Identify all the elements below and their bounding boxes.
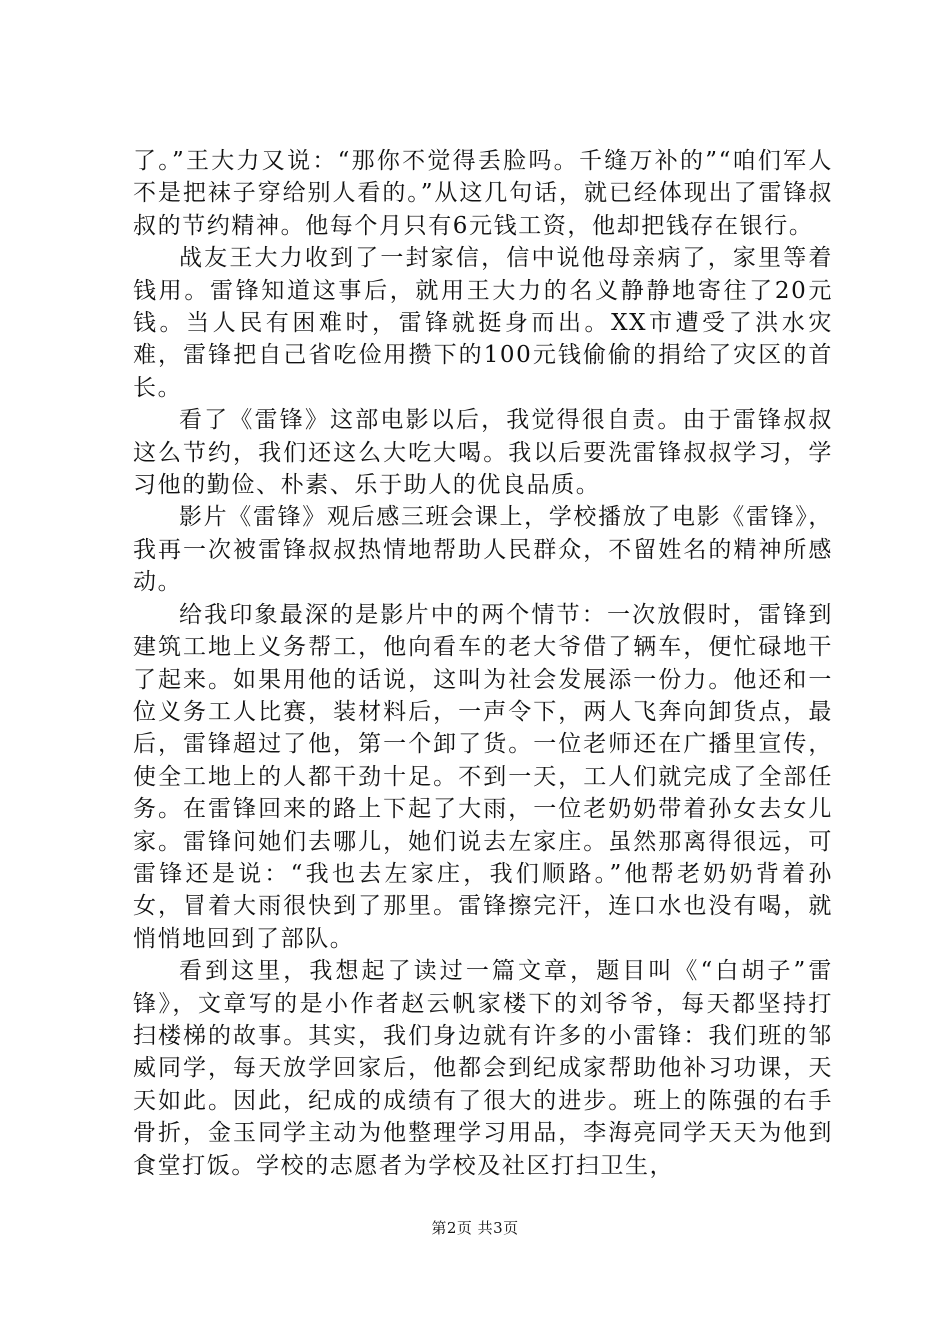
page-footer: 第2页 共3页 xyxy=(431,1219,519,1237)
paragraph-2: 战友王大力收到了一封家信，信中说他母亲病了，家里等着钱用。雷锋知道这事后，就用王大力的名义静静地寄往了20元钱。当人民有困难时，雷锋就挺身而出。XX市遭受了洪水灾难，雷锋把自己省吃俭用攒下的100元钱偷偷的捐给了灾区的首长。 xyxy=(133,245,833,401)
paragraph-6: 看到这里，我想起了读过一篇文章，题目叫《“白胡子”雷锋》，文章写的是小作者赵云帆家楼下的刘爷爷，每天都坚持打扫楼梯的故事。其实，我们身边就有许多的小雷锋：我们班的邹威同学，每天放学回家后，他都会到纪成家帮助他补习功课，天天如此。因此，纪成的成绩有了很大的进步。班上的陈强的右手骨折，金玉同学主动为他整理学习用品，李海亮同学天天为他到食堂打饭。学校的志愿者为学校及社区打扫卫生， xyxy=(133,958,833,1179)
paragraph-3: 看了《雷锋》这部电影以后，我觉得很自责。由于雷锋叔叔这么节约，我们还这么大吃大喝。我以后要洗雷锋叔叔学习，学习他的勤俭、朴素、乐于助人的优良品质。 xyxy=(133,407,833,499)
paragraph-4: 影片《雷锋》观后感三班会课上，学校播放了电影《雷锋》，我再一次被雷锋叔叔热情地帮助人民群众，不留姓名的精神所感动。 xyxy=(133,504,833,596)
document-body xyxy=(133,145,833,1182)
paragraph-1: 了。”王大力又说：“那你不觉得丢脸吗。千缝万补的”“咱们军人不是把袜子穿给别人看的。”从这几句话，就已经体现出了雷锋叔叔的节约精神。他每个月只有6元钱工资，他却把钱存在银行。 xyxy=(133,148,833,239)
paragraph-5: 给我印象最深的是影片中的两个情节：一次放假时，雷锋到建筑工地上义务帮工，他向看车的老大爷借了辆车，便忙碌地干了起来。如果用他的话说，这叫为社会发展添一份力。他还和一位义务工人比赛，装材料后，一声令下，两人飞奔向卸货点，最后，雷锋超过了他，第一个卸了货。一位老师还在广播里宣传，使全工地上的人都干劲十足。不到一天，工人们就完成了全部任务。在雷锋回来的路上下起了大雨，一位老奶奶带着孙女去女儿家。雷锋问她们去哪儿，她们说去左家庄。虽然那离得很远，可雷锋还是说：“我也去左家庄，我们顺路。”他帮老奶奶背着孙女，冒着大雨很快到了那里。雷锋擦完汗，连口水也没有喝，就悄悄地回到了部队。 xyxy=(133,601,833,952)
